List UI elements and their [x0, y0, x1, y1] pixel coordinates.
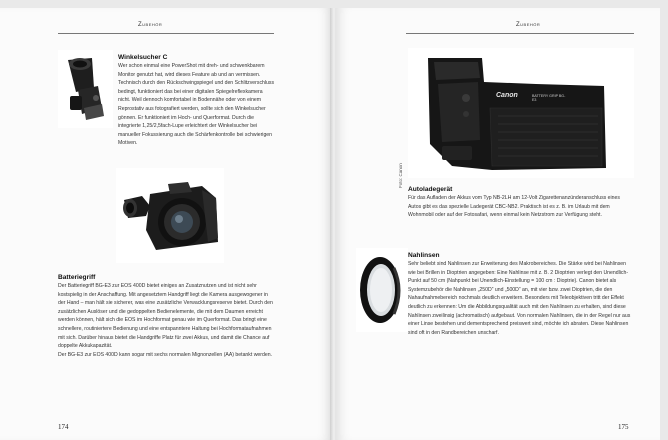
left-page: [0, 8, 332, 440]
viewfinder-photo: [58, 50, 113, 128]
running-head: Zubehör: [138, 22, 163, 28]
text-winkelsucher: Wer schon einmal eine PowerShot mit dreh- und schwenkbarem Monitor genutzt hat, wird dieses Feature ab und an vermissen. Technisch durch den Rückschwingspiegel und den Schlitzverschluss bedingt, funktioniert das bei einer digitalen Spiegelreflexkamera nicht. Weil dennoch komfortabel in Bodennähe oder von einem Reprostativ aus fotografiert werden, sollte sich den Winkelsucher gönnen. Er funktioniert im Hoch- und Querformat. Durch die integrierte 1,25/2,5fach-Lupe erleichtert der Winkelsucher bei manueller Fokussierung auch die Schärfenkontrolle bei schwierigen Motiven.: [118, 63, 275, 147]
text-autoladegeraet: Für das Aufladen der Akkus vom Typ NB-2LH am 12-Volt Zigarettenanzünderanschluss eines Autos gibt es das spezielle Ladegerät CBC-NB2. Praktisch ist es z. B. im Urlaub mit dem Wohnmobil oder auf der Fotosafari, wenn einmal kein Netzstrom zur Verfügung steht.: [408, 195, 620, 219]
heading-autoladegeraet: Autoladegerät: [408, 186, 453, 193]
grip-brand-label: Canon: [496, 92, 518, 99]
photo-credit: Foto: Canon: [398, 163, 403, 188]
page-number: 175: [618, 423, 629, 431]
battery-grip-photo: [408, 48, 634, 178]
closeup-lens-photo: [356, 248, 408, 332]
heading-nahlinsen: Nahlinsen: [408, 252, 440, 259]
header-rule: [406, 33, 634, 34]
running-head: Zubehör: [516, 22, 541, 28]
right-page: [336, 8, 660, 440]
header-rule: [58, 33, 274, 34]
grip-model-label: BATTERY GRIP BG-E3: [532, 94, 566, 103]
text-batteriegriff: Der Batteriegriff BG-E3 zur EOS 400D bietet einiges an Zusatznutzen und ist nicht sehr kostspielig in der Anschaffung. Mit angesetztem Handgriff liegt die Kamera ausgewogener in der Hand – man hält sie sicherer, was eine zusätzliche Verwacklungsreserve bietet. Durch den zusätzlichen Auslöser und die gedoppelten Bedienelemente, die mit dem Daumen erreicht werden können, hält sich die EOS im Hochformat genau wie im Querformat. Das bringt eine schnellere, routiniertere Bedienung und eine entspanntere Haltung bei Hochformataufnahmen mit sich. Darüber hinaus bietet die Handgriffe Platz für zwei Akkus, und damit die Chance auf doppelte Akkukapazität. Der BG-E3 zur EOS 400D kann sogar mit sechs normalen Mignonzellen (AA) betankt werden.: [58, 283, 273, 358]
text-nahlinsen: Sehr beliebt sind Nahlinsen zur Erweiterung des Makrobereiches. Die Stärke wird bei Nahlinsen wie bei Brillen in Dioptrien angegeben: Eine Nahlinse mit z. B. 2 Dioptrien verlegt den Unendlich-Punkt auf 50 cm (Nahpunkt bei Unendlich-Einstellung = 100 cm : Dioptrie). Canon bietet als Systemzubehör die Nahlinsen „250D“ und „500D“ an, mit vier bzw. zwei Dioptrien, die den Nahaufnahmebereich nochmals deutlich erweitern. Besonders mit Teleobjektiven tritt der Effekt deutlich zu erkennen: Um die Abbildungsqualität auch mit den Nahlinsen zu erhalten, sind diese Nahlinsen zweilinsig (achromatisch) aufgebaut. Von normalen Nahlinsen, die in der Regel nur aus einer Linse bestehen und dementsprechend preiswert sind, möchte ich abraten. Diese Nahlinsen sind oft in den Randbereichen unscharf.: [408, 261, 631, 336]
camera-with-viewfinder-photo: [116, 168, 224, 263]
heading-batteriegriff: Batteriegriff: [58, 274, 96, 281]
heading-winkelsucher: Winkelsucher C: [118, 54, 168, 61]
page-number: 174: [58, 423, 69, 431]
